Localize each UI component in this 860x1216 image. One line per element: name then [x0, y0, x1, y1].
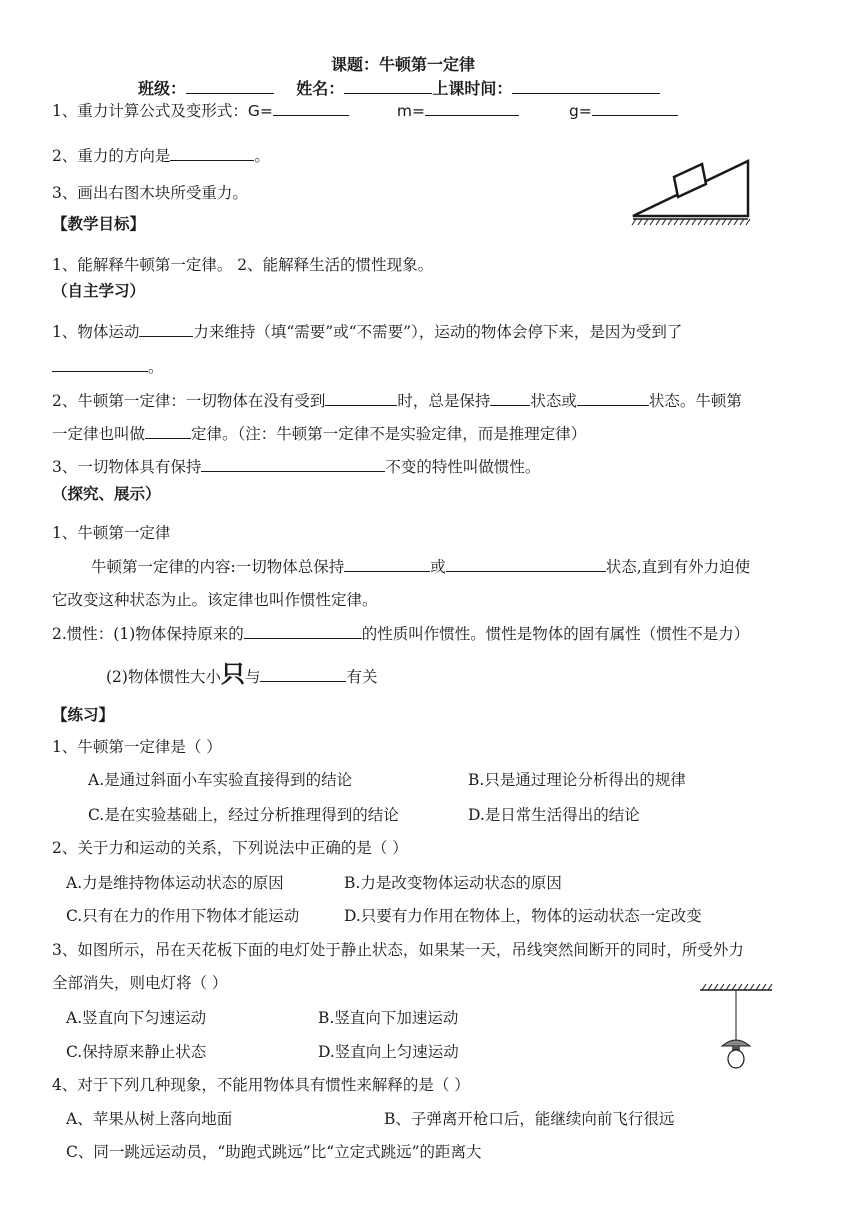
- ss-q2-blank4[interactable]: [145, 423, 191, 439]
- practice-q3-line2: 全部消失，则电灯将（ ）: [52, 974, 228, 992]
- gg-formula-blank[interactable]: [592, 100, 678, 116]
- wood-block: [674, 164, 706, 197]
- time-blank[interactable]: [512, 78, 660, 94]
- practice-q4-option-b[interactable]: B、子弹离开枪口后，能继续向前飞行很远: [384, 1110, 675, 1128]
- practice-q2-option-a[interactable]: A.力是维持物体运动状态的原因: [66, 874, 284, 892]
- practice-q4: 4、对于下列几种现象，不能用物体具有惯性来解释的是（ ）: [52, 1076, 470, 1094]
- explore-blank2[interactable]: [446, 556, 606, 572]
- hanging-lamp-figure: [698, 984, 774, 1076]
- inertia-2-c: 有关: [346, 668, 378, 686]
- practice-q3-option-d[interactable]: D.竖直向上匀速运动: [318, 1043, 459, 1061]
- review-q1: [52, 100, 678, 121]
- inertia-1-a: 2.惯性：(1)物体保持原来的: [52, 625, 244, 643]
- ss-q2-blank2[interactable]: [490, 390, 530, 406]
- ss-q3-blank[interactable]: [201, 456, 385, 472]
- practice-q2-option-b[interactable]: B.力是改变物体运动状态的原因: [344, 874, 562, 892]
- q2-prefix: 2、重力的方向是: [52, 147, 171, 165]
- self-study-q1: [52, 321, 682, 342]
- class-blank[interactable]: [186, 78, 274, 94]
- inertia-2-b: 与: [244, 668, 261, 686]
- practice-heading: 【练习】: [52, 705, 115, 724]
- practice-q1-option-c[interactable]: C.是在实验基础上，经过分析推理得到的结论: [88, 806, 399, 824]
- ss-q2-blank1[interactable]: [325, 390, 397, 406]
- inertia-2-a: (2)物体惯性大小: [106, 668, 221, 686]
- class-label: 班级：: [138, 79, 187, 98]
- practice-q4-option-a[interactable]: A、苹果从树上落向地面: [66, 1110, 233, 1128]
- name-blank[interactable]: [344, 78, 432, 94]
- inertia-blank2[interactable]: [260, 666, 346, 682]
- explore-c1-a: 牛顿第一定律的内容:一切物体总保持: [91, 558, 345, 576]
- practice-q1: 1、牛顿第一定律是（ ）: [52, 738, 222, 756]
- ss-q1-a: 1、物体运动: [52, 323, 140, 341]
- practice-q2-option-c[interactable]: C.只有在力的作用下物体才能运动: [66, 907, 300, 925]
- inertia-1: [52, 623, 749, 644]
- ceiling-hatch: [702, 984, 772, 990]
- header-fields: [138, 78, 660, 99]
- ss-q2-d: 状态。牛顿第: [648, 392, 742, 410]
- practice-q1-option-b[interactable]: B.只是通过理论分析得出的规律: [468, 771, 686, 789]
- m-formula-label: m=: [396, 102, 425, 120]
- gg-formula-label: g=: [568, 102, 592, 120]
- inertia-2-emphasis: 只: [220, 659, 245, 688]
- self-study-heading: （自主学习）: [52, 281, 146, 300]
- practice-q4-option-c[interactable]: C、同一跳远运动员，“助跑式跳远”比“立定式跳远”的距离大: [66, 1143, 482, 1161]
- inertia-1-b: 的性质叫作惯性。惯性是物体的固有属性（惯性不是力）: [361, 625, 750, 643]
- goals-line: 1、能解释牛顿第一定律。 2、能解释生活的惯性现象。: [52, 256, 434, 274]
- page-title: 课题：牛顿第一定律: [331, 55, 476, 74]
- practice-q1-option-a[interactable]: A.是通过斜面小车实验直接得到的结论: [88, 771, 353, 789]
- self-study-q2: [52, 390, 742, 411]
- practice-q3-option-c[interactable]: C.保持原来静止状态: [66, 1043, 207, 1061]
- ss-q1-blank2[interactable]: [52, 356, 148, 372]
- explore-blank1[interactable]: [344, 556, 430, 572]
- practice-q1-option-d[interactable]: D.是日常生活得出的结论: [468, 806, 640, 824]
- inertia-2: [106, 659, 378, 688]
- explore-s1: 1、牛顿第一定律: [52, 524, 171, 542]
- explore-c1-b: 或: [430, 558, 446, 576]
- practice-q3-line1: 3、如图所示，吊在天花板下面的电灯处于静止状态，如果某一天，吊线突然间断开的同时，所受外力: [52, 941, 744, 959]
- g-formula-label: G=: [247, 102, 273, 120]
- ss-q2-blank3[interactable]: [577, 390, 649, 406]
- q2-blank[interactable]: [170, 145, 254, 161]
- ss-q1-blank1[interactable]: [139, 321, 193, 337]
- ss-q1-end: 。: [148, 358, 164, 376]
- name-label: 姓名：: [296, 79, 345, 98]
- ss-q3-b: 不变的特性叫做惯性。: [385, 458, 541, 476]
- goals-heading: 【教学目标】: [52, 214, 146, 233]
- ground-hatch: [632, 219, 750, 225]
- self-study-q1-cont: [52, 356, 164, 377]
- explore-c1-c: 状态,直到有外力迫使: [605, 558, 751, 576]
- incline-figure: [630, 153, 752, 229]
- ss-q1-b: 力来维持（填“需要”或“不需要”），运动的物体会停下来，是因为受到了: [193, 323, 683, 341]
- explore-content-2: 它改变这种状态为止。该定律也叫作惯性定律。: [52, 591, 378, 609]
- g-formula-blank[interactable]: [273, 100, 349, 116]
- m-formula-blank[interactable]: [425, 100, 519, 116]
- ss-q2-f: 定律。（注：牛顿第一定律不是实验定律，而是推理定律）: [191, 425, 587, 443]
- review-q3: 3、画出右图木块所受重力。: [52, 184, 248, 202]
- ss-q2-e: 一定律也叫做: [52, 425, 146, 443]
- q1-prefix: 1、重力计算公式及变形式：: [52, 102, 248, 120]
- explore-heading: （探究、展示）: [52, 484, 161, 503]
- ss-q3-a: 3、一切物体具有保持: [52, 458, 202, 476]
- q2-suffix: 。: [254, 147, 270, 165]
- explore-content-1: [91, 556, 750, 577]
- practice-q2-option-d[interactable]: D.只要有力作用在物体上，物体的运动状态一定改变: [344, 907, 702, 925]
- time-label: 上课时间：: [432, 79, 513, 98]
- light-bulb: [728, 1050, 744, 1068]
- ss-q2-c: 状态或: [530, 392, 577, 410]
- self-study-q2-cont: [52, 423, 586, 444]
- self-study-q3: [52, 456, 540, 477]
- ss-q2-a: 2、牛顿第一定律：一切物体在没有受到: [52, 392, 326, 410]
- ss-q2-b: 时，总是保持: [397, 392, 491, 410]
- practice-q2: 2、关于力和运动的关系，下列说法中正确的是（ ）: [52, 839, 408, 857]
- review-q2: [52, 145, 270, 166]
- inertia-blank1[interactable]: [244, 623, 362, 639]
- lamp-shade: [722, 1040, 750, 1046]
- practice-q3-option-b[interactable]: B.竖直向下加速运动: [318, 1009, 459, 1027]
- practice-q3-option-a[interactable]: A.竖直向下匀速运动: [66, 1009, 207, 1027]
